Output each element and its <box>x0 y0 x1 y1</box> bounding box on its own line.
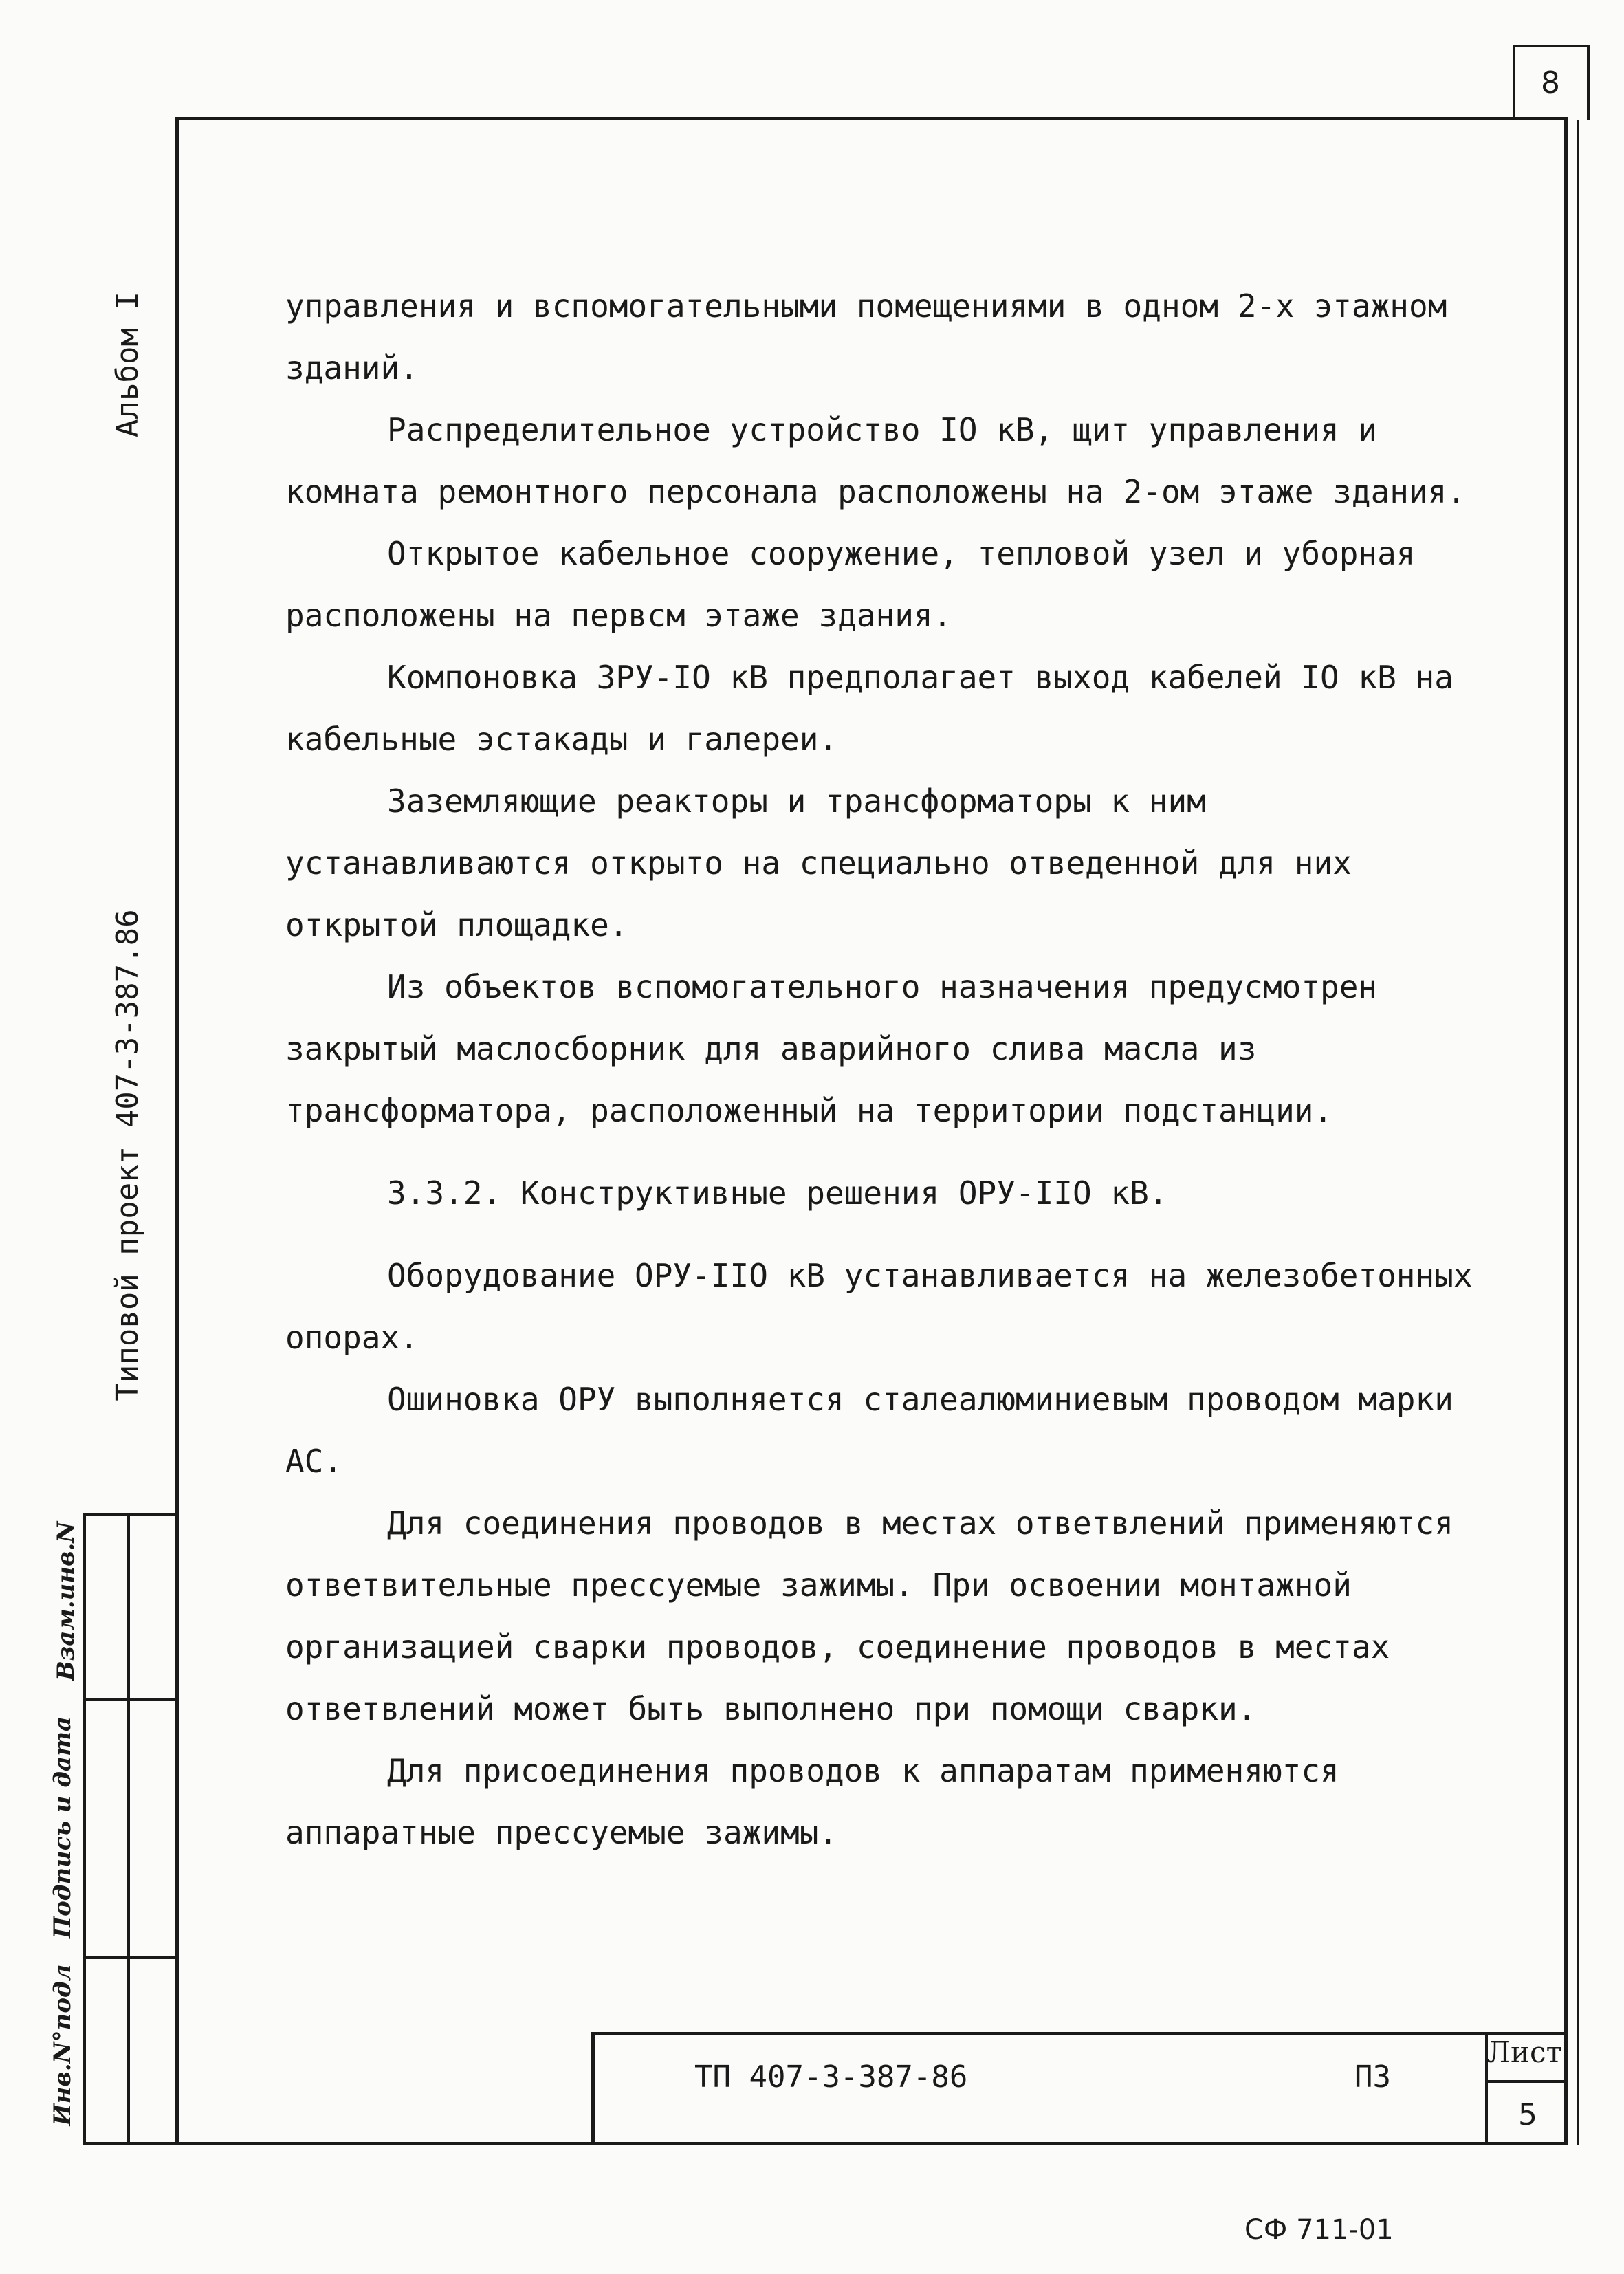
section-code: ПЗ <box>1354 2059 1391 2095</box>
stamp-replaced-inv: Взам.инв.N <box>52 1521 80 1681</box>
stamp-row-1 <box>83 1698 179 1701</box>
paragraph-5: Заземляющие реакторы и трансформаторы к ним устанавливаются открыто на специально отведенной для них открытой площадке. <box>285 783 1352 943</box>
doc-code: ТП 407-3-387-86 <box>694 2059 968 2095</box>
paragraph-9: Для соединения проводов в местах ответвлений применяются ответвительные прессуемые зажимы. При освоении монтажной организацией сварки проводов, соединение проводов в местах ответвлений может быть выполнено при помощи сварки. <box>285 1505 1453 1727</box>
sheet-number: 5 <box>1518 2097 1537 2132</box>
paragraph-2: Распределительное устройство IO кВ, щит управления и комната ремонтного персонала расположены на 2-ом этаже здания. <box>285 411 1467 510</box>
stamp-row-top <box>83 1513 179 1516</box>
title-block-top <box>591 2032 1568 2035</box>
stamp-signature-date: Подпись и дата <box>49 1716 76 1938</box>
bottom-code: СФ 711-01 <box>1244 2214 1394 2246</box>
paragraph-3: Открытое кабельное сооружение, тепловой узел и уборная расположены на первсм этаже здания. <box>285 535 1416 634</box>
paragraph-4: Компоновка ЗРУ-IO кВ предполагает выход кабелей IO кВ на кабельные эстакады и галереи. <box>285 659 1453 758</box>
frame-left-line <box>175 117 179 2145</box>
paragraph-6: Из объектов вспомогательного назначения предусмотрен закрытый маслосборник для аварийного слива масла из трансформатора, расположенный на территории подстанции. <box>285 968 1378 1129</box>
album-label: Альбом I <box>110 292 145 437</box>
paragraph-7: Оборудование ОРУ-IIO кВ устанавливается на железобетонных опорах. <box>285 1257 1473 1356</box>
page-num-box-top <box>1513 45 1590 47</box>
frame-right-line <box>1564 117 1568 2145</box>
page-num-box-double <box>1577 120 1579 2145</box>
frame-top-line <box>175 117 1568 120</box>
paragraph-1: управления и вспомогательными помещениями в одном 2-х этажном зданий. <box>285 287 1447 386</box>
stamp-row-2 <box>83 1956 179 1959</box>
document-body <box>285 275 1509 1863</box>
paragraph-10: Для присоединения проводов к аппаратам применяются аппаратные прессуемые зажимы. <box>285 1752 1339 1851</box>
stamp-inv-original: Инв.N°подл <box>49 1964 76 2126</box>
project-label: Типовой проект 407-3-387.86 <box>110 909 145 1401</box>
title-block-left <box>591 2032 595 2145</box>
page-number: 8 <box>1541 65 1560 100</box>
stamp-column-divider <box>127 1513 130 2145</box>
sheet-label: Лист <box>1486 2035 1562 2069</box>
frame-bottom-line <box>83 2142 1568 2145</box>
paragraph-8: Ошиновка ОРУ выполняется сталеалюминиевым проводом марки АС. <box>285 1381 1453 1480</box>
section-heading: 3.3.2. Конструктивные решения ОРУ-IIO кВ. <box>387 1174 1168 1212</box>
sheet-box-divider <box>1485 2080 1568 2083</box>
